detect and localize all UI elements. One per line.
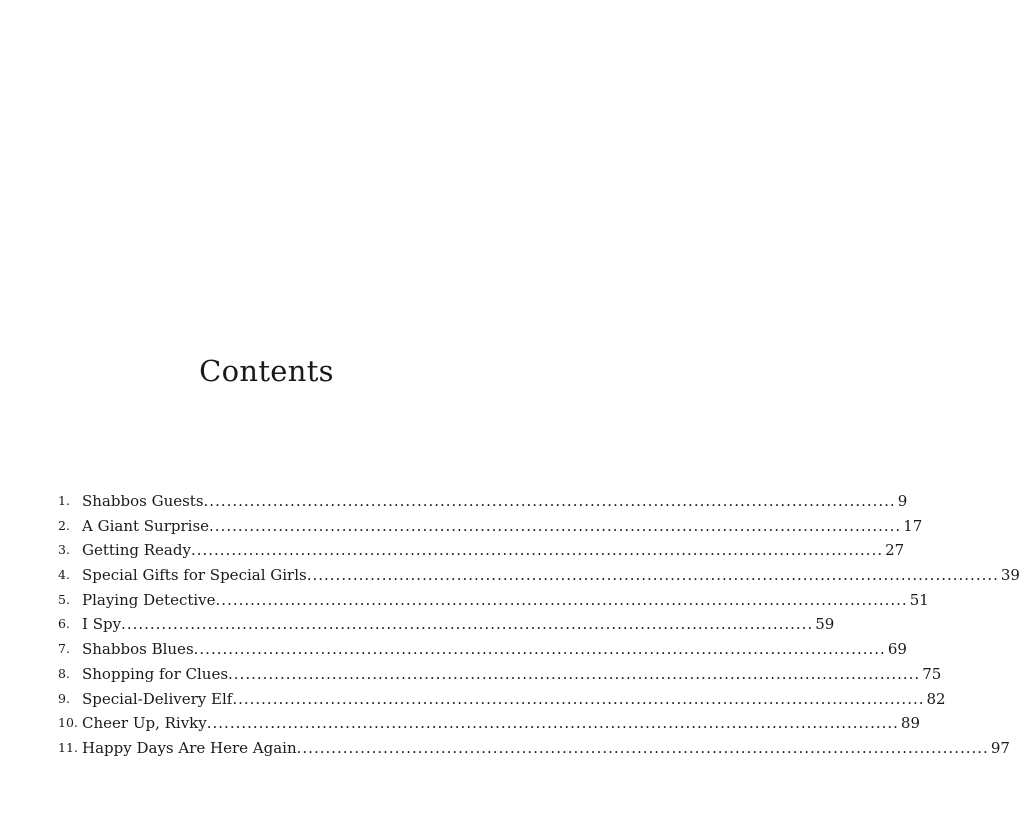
chapter-title: Playing Detective	[82, 590, 216, 609]
toc-entry	[58, 662, 942, 687]
chapter-number: 3.	[58, 542, 70, 558]
chapter-number: 4.	[58, 567, 70, 583]
table-of-contents	[58, 489, 1020, 761]
dot-leader: ........................................................................................................................	[296, 738, 989, 757]
chapter-title: Shabbos Guests	[82, 492, 204, 510]
page-number: 51	[909, 590, 929, 609]
dot-leader: ........................................................................................................................	[228, 664, 921, 683]
page-number: 82	[926, 689, 946, 708]
dot-leader: ........................................................................................................................	[232, 689, 925, 708]
toc-entry	[58, 687, 946, 712]
chapter-number: 11.	[58, 739, 78, 755]
dot-leader: ........................................................................................................................	[193, 640, 886, 659]
chapter-number: 2.	[58, 517, 70, 533]
chapter-number: 7.	[58, 641, 70, 657]
dot-leader: ........................................................................................................................	[206, 714, 899, 733]
page-number: 27	[885, 541, 905, 560]
toc-entry	[58, 514, 923, 539]
page-number: 97	[990, 738, 1010, 757]
toc-entry	[58, 563, 1020, 588]
chapter-number: 5.	[58, 591, 70, 607]
chapter-number: 6.	[58, 616, 70, 632]
chapter-number: 8.	[58, 665, 70, 681]
dot-leader: ........................................................................................................................	[190, 541, 884, 560]
chapter-number: 1.	[58, 493, 70, 508]
dot-leader: ........................................................................................................................	[306, 566, 999, 585]
page-number: 9	[897, 492, 908, 510]
toc-entry	[58, 711, 921, 736]
dot-leader: ........................................................................................................................	[121, 615, 814, 634]
page-number: 59	[815, 615, 835, 634]
dot-leader: ........................................................................................................................	[209, 516, 902, 535]
chapter-number: 9.	[58, 690, 70, 706]
page-number: 17	[903, 516, 923, 535]
toc-entry	[58, 637, 907, 662]
chapter-title: Happy Days Are Here Again	[82, 738, 297, 757]
page-number: 39	[1000, 566, 1020, 585]
chapter-title: I Spy	[82, 615, 122, 634]
page-number: 69	[887, 640, 907, 659]
chapter-title: Shopping for Clues	[82, 664, 229, 683]
toc-entry	[58, 538, 905, 563]
chapter-title: Shabbos Blues	[82, 640, 194, 659]
toc-entry	[58, 612, 835, 637]
toc-entry	[58, 736, 1010, 761]
toc-entry	[58, 489, 908, 514]
chapter-title: A Giant Surprise	[82, 516, 210, 535]
page-number: 75	[922, 664, 942, 683]
chapter-title: Special Gifts for Special Girls	[82, 566, 307, 585]
page-title: Contents	[199, 354, 334, 388]
page-number: 89	[900, 714, 921, 733]
dot-leader: ........................................................................................................................	[215, 590, 908, 609]
chapter-title: Getting Ready	[82, 541, 191, 560]
toc-entry	[58, 588, 929, 613]
chapter-title: Special-Delivery Elf	[82, 689, 233, 708]
dot-leader: ........................................................................................................................	[203, 492, 896, 510]
chapter-number: 10.	[58, 715, 78, 731]
chapter-title: Cheer Up, Rivky	[82, 714, 207, 733]
